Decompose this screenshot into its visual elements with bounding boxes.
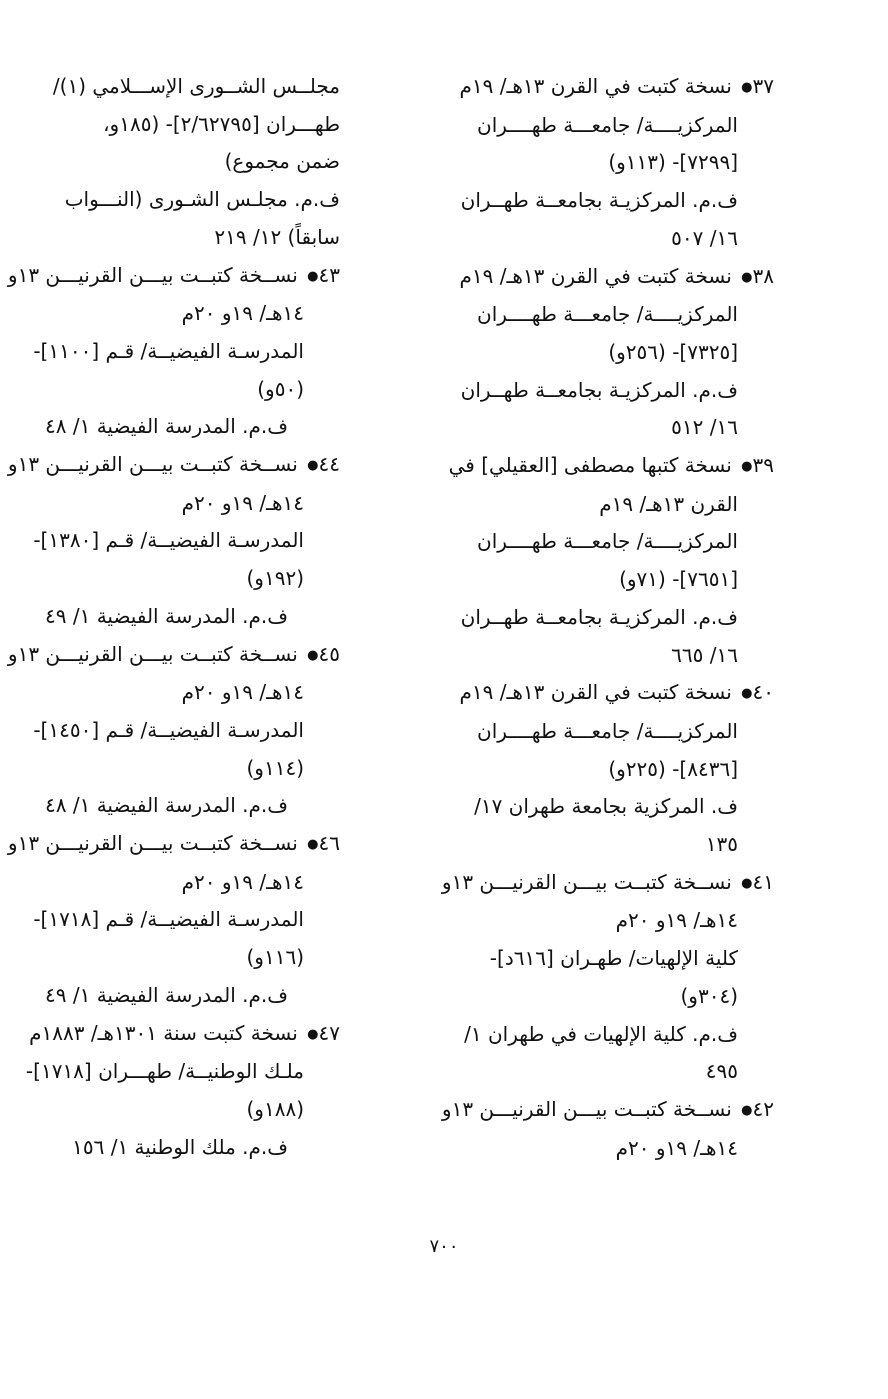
entry-39 (438, 447, 774, 674)
entry-heading: نســخة كتبــت بيـــن القرنيـــن ١٣و (7, 831, 298, 856)
entry-line: المركزيــــة/ جامعـــة طهــــران (477, 718, 738, 743)
entry-41 (438, 864, 774, 1091)
entry-line: [٧٢٩٩]- (١١٣و) (608, 150, 738, 175)
entry-heading: نســخة كتبــت بيـــن القرنيـــن ١٣و (7, 641, 298, 666)
entry-line: المدرسـة الفيضيــة/ قـم [١٤٥٠]- (33, 717, 304, 742)
entry-number: ٤١ (752, 869, 774, 894)
entry-37 (438, 68, 774, 258)
entry-line: [٧٦٥١]- (٧١و) (619, 567, 738, 592)
entry-line: ف.م. المركزيـة بجامعــة طهــران (460, 377, 738, 402)
entry-line: ف.م. المدرسة الفيضية ١/ ٤٩ (45, 982, 288, 1007)
entry-line: مجلــس الشــورى الإســـلامي (١)/ (52, 74, 340, 98)
entry-line: ف.م. المركزيـة بجامعــة طهــران (460, 188, 738, 213)
bullet-icon: ● (307, 458, 319, 474)
entry-heading: نسخة كتبها مصطفى [العقيلي] في (448, 453, 732, 478)
entry-number: ٤٥ (318, 641, 340, 666)
entry-line: ١٤هـ/ ١٩و ٢٠م (181, 301, 304, 326)
entry-line: كلية الإلهيات/ طهـران [٦١٦د]- (489, 946, 738, 971)
entry-line: طهـــران [٢/٦٢٧٩٥]- (١٨٥و، (103, 111, 340, 136)
entry-line: (١١٤و) (246, 755, 304, 780)
entry-42 (438, 1091, 774, 1167)
entry-number: ٤٧ (318, 1020, 340, 1045)
entry-43 (7, 257, 340, 447)
bullet-icon: ● (741, 80, 753, 95)
left-column (7, 68, 340, 1166)
entry-line: المدرسـة الفيضيــة/ قـم [١١٠٠]- (33, 338, 304, 363)
entry-line: المدرسـة الفيضيــة/ قـم [١٣٨٠]- (33, 528, 304, 553)
entry-line: ف.م. ملك الوطنية ١/ ١٥٦ (72, 1134, 288, 1159)
entry-40 (438, 674, 774, 864)
entry-line: المدرسـة الفيضيــة/ قـم [١٧١٨]- (33, 907, 304, 932)
entry-line: ١٤هـ/ ١٩و ٢٠م (181, 869, 304, 894)
entry-line: [٨٤٣٦]- (٢٢٥و) (608, 756, 738, 781)
entry-line: [٧٣٢٥]- (٢٥٦و) (608, 339, 738, 364)
bullet-icon: ● (307, 837, 319, 853)
entry-number: ٣٧ (752, 74, 774, 98)
entry-number: ٤٤ (318, 452, 340, 477)
entry-heading: نسخة كتبت سنة ١٣٠١هـ/ ١٨٨٣م (29, 1020, 298, 1045)
entry-line: (١١٦و) (246, 945, 304, 970)
entry-number: ٣٨ (752, 263, 774, 288)
entry-continuation (50, 68, 340, 257)
entry-38 (438, 258, 774, 448)
entry-line: ١٦/ ٥١٢ (671, 415, 738, 440)
entry-line: ١٤هـ/ ١٩و ٢٠م (181, 680, 304, 705)
bullet-icon: ● (741, 686, 753, 702)
entry-heading: نسخة كتبت في القرن ١٣هـ/ ١٩م (459, 680, 732, 705)
entry-line: سابقاً) ١٢/ ٢١٩ (214, 224, 340, 249)
entry-line: ف.م. المدرسة الفيضية ١/ ٤٨ (45, 793, 288, 818)
right-column (438, 68, 774, 1167)
entry-line: (١٨٨و) (246, 1096, 304, 1121)
entry-line: القرن ١٣هـ/ ١٩م (599, 491, 738, 516)
entry-heading: نســخة كتبــت بيـــن القرنيـــن ١٣و (441, 1096, 732, 1121)
entry-line: المركزيــــة/ جامعـــة طهــــران (477, 529, 738, 554)
entry-line: ف.م. مجلـس الشـورى (النـــواب (64, 187, 340, 212)
entry-line: ١٤هـ/ ١٩و ٢٠م (615, 908, 738, 933)
entry-47 (25, 1015, 340, 1167)
entry-line: ١٣٥ (705, 832, 738, 857)
entry-number: ٤٠ (752, 680, 774, 705)
entry-line: (٣٠٤و) (680, 983, 738, 1008)
entry-number: ٤٦ (318, 831, 340, 856)
entry-number: ٤٢ (752, 1096, 774, 1121)
bullet-icon: ● (741, 459, 753, 475)
entry-line: ف. المركزية بجامعة طهران ١٧/ (474, 794, 738, 819)
entry-heading: نســخة كتبــت بيـــن القرنيـــن ١٣و (7, 452, 298, 477)
bullet-icon: ● (307, 647, 319, 663)
page-number: ٧٠٠ (429, 1236, 459, 1257)
entry-line: المركزيــــة/ جامعـــة طهــــران (477, 302, 738, 327)
entry-46 (7, 825, 340, 1015)
entry-heading: نسخة كتبت في القرن ١٣هـ/ ١٩م (459, 74, 732, 98)
entry-line: ف.م. المدرسة الفيضية ١/ ٤٨ (45, 414, 288, 439)
entry-line: (١٩٢و) (246, 566, 304, 591)
entry-line: المركزيــــة/ جامعـــة طهــــران (477, 112, 738, 137)
entry-line: ١٤هـ/ ١٩و ٢٠م (181, 490, 304, 515)
bullet-icon: ● (741, 875, 753, 891)
entry-line: ف.م. المدرسة الفيضية ١/ ٤٩ (45, 603, 288, 628)
entry-45 (7, 636, 340, 826)
entry-heading: نســخة كتبــت بيـــن القرنيـــن ١٣و (7, 262, 298, 287)
entry-number: ٣٩ (752, 453, 774, 478)
entry-line: (٥٠و) (257, 376, 304, 401)
bullet-icon: ● (307, 1026, 319, 1042)
entry-line: ١٦/ ٦٦٥ (671, 642, 738, 667)
entry-line: ضمن مجموع) (224, 149, 340, 174)
bullet-icon: ● (741, 1102, 753, 1118)
entry-line: ف.م. كلية الإلهيات في طهران ١/ (464, 1021, 738, 1046)
entry-line: ١٤هـ/ ١٩و ٢٠م (615, 1135, 738, 1160)
bullet-icon: ● (741, 269, 753, 285)
entry-line: ٤٩٥ (705, 1059, 738, 1084)
entry-line: ملـك الوطنيــة/ طهـــران [١٧١٨]- (25, 1059, 304, 1084)
entry-line: ١٦/ ٥٠٧ (671, 225, 738, 250)
entry-number: ٤٣ (318, 262, 340, 287)
entry-line: ف.م. المركزيـة بجامعــة طهــران (460, 604, 738, 629)
entry-heading: نســخة كتبــت بيـــن القرنيـــن ١٣و (441, 869, 732, 894)
entry-44 (7, 446, 340, 636)
entry-heading: نسخة كتبت في القرن ١٣هـ/ ١٩م (459, 263, 732, 288)
bullet-icon: ● (307, 268, 319, 284)
